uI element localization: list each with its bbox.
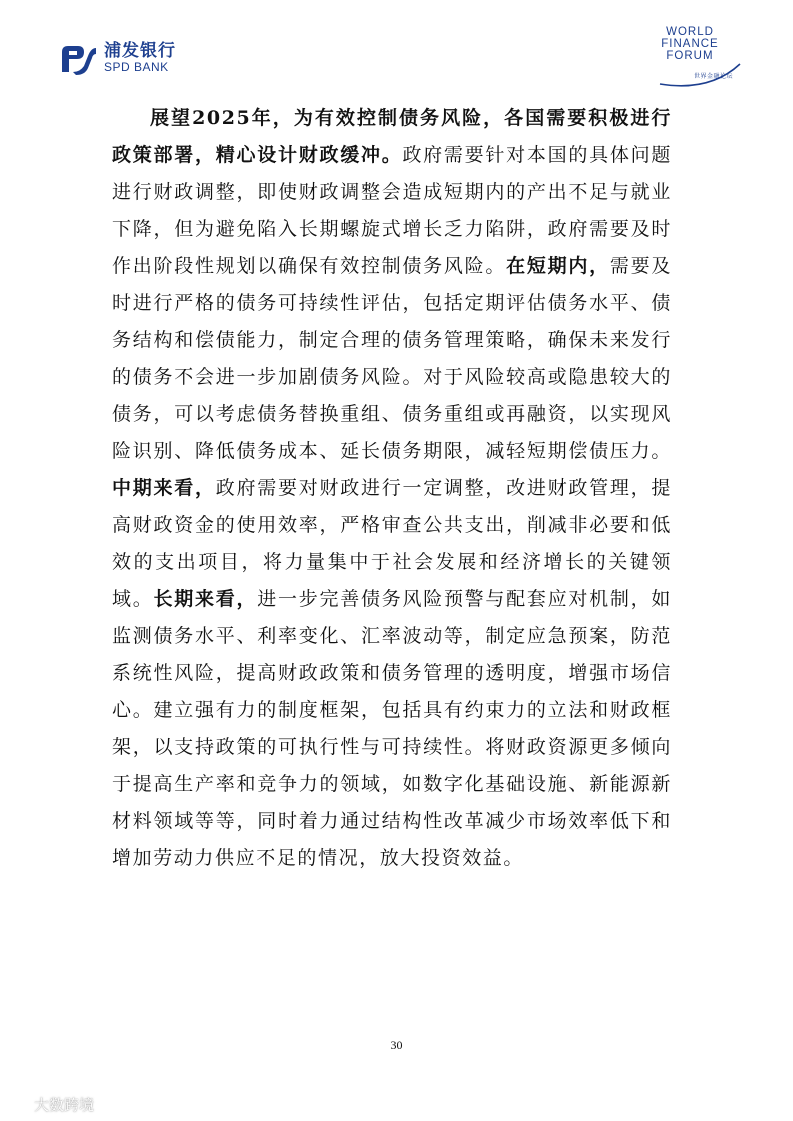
forum-line-1: WORLD xyxy=(666,26,714,38)
bank-name-en: SPD BANK xyxy=(104,60,169,74)
forum-line-3: FORUM xyxy=(666,50,714,62)
watermark-logo-icon xyxy=(8,1098,30,1112)
page-number: 30 xyxy=(390,1038,403,1052)
world-finance-forum-logo xyxy=(650,26,750,90)
body-text: 政府需要针对本国的具体问题进行财政调整，即使财政调整会造成短期内的产出不足与就业下降，但为避免陷入长期螺旋式增长乏力陷阱，政府需要及时作出阶段性规划以确保有效控制债务风险。 xyxy=(112,144,672,277)
mid-term-label: 中期来看， xyxy=(112,477,216,499)
long-term-text: 进一步完善债务风险预警与配套应对机制，如监测债务水平、利率变化、汇率波动等，制定应急预案，防范系统性风险，提高财政政策和债务管理的透明度，增强市场信心。建立强有力的制度框架，包括具有约束力的立法和财政框架，以支持政策的可执行性与可持续性。将财政资源更多倾向于提高生产率和竞争力的领域，如数字化基础设施、新能源新材料领域等等，同时着力通过结构性改革减少市场效率低下和增加劳动力供应不足的情况，放大投资效益。 xyxy=(112,588,672,869)
forum-swoosh-icon xyxy=(650,26,750,90)
body-paragraph xyxy=(112,100,672,877)
mid-term-text: 政府需要对财政进行一定调整，改进财政管理，提高财政资金的使用效率，严格审查公共支出，削减非必要和低效的支出项目，将力量集中于社会发展和经济增长的关键领域。 xyxy=(112,477,672,610)
spd-bank-logo-icon xyxy=(58,42,98,76)
lead-heading-bold: 展望2025年，为有效控制债务风险，各国需要积极进行政策部署，精心设计财政缓冲。 xyxy=(112,107,672,166)
spd-bank-name xyxy=(104,42,176,74)
short-term-text: 需要及时进行严格的债务可持续性评估，包括定期评估债务水平、债务结构和偿债能力，制定合理的债务管理策略，确保未来发行的债务不会进一步加剧债务风险。对于风险较高或隐患较大的债务，可以考虑债务替换重组、债务重组或再融资，以实现风险识别、降低债务成本、延长债务期限，减轻短期偿债压力。 xyxy=(112,255,672,462)
bank-name-cn: 浦发银行 xyxy=(104,41,176,61)
watermark-text: 大数跨境 xyxy=(34,1096,95,1114)
document-body xyxy=(112,100,672,877)
long-term-label: 长期来看， xyxy=(153,588,258,610)
forum-line-2: FINANCE xyxy=(661,38,719,50)
watermark xyxy=(8,1094,94,1115)
forum-name-cn: 世界金融论坛 xyxy=(694,73,734,80)
short-term-label: 在短期内， xyxy=(506,255,610,277)
page-header xyxy=(0,0,793,90)
